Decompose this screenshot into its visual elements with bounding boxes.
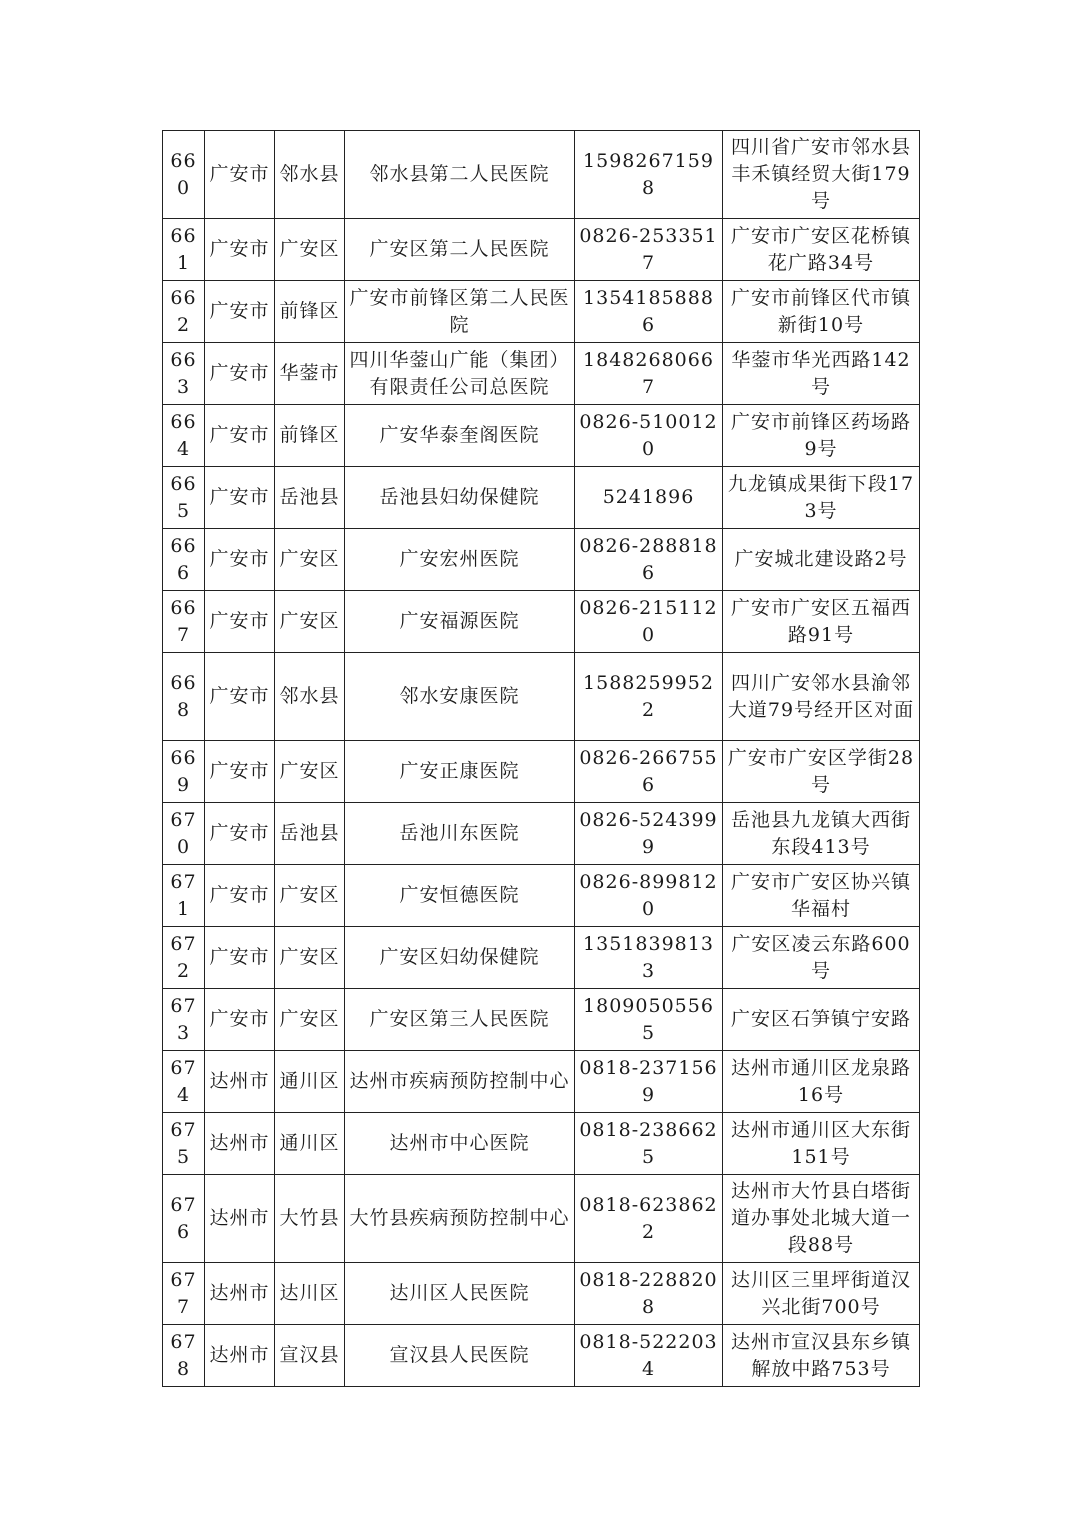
phone-cell: 0818-6238622 xyxy=(575,1175,723,1263)
hospital-name-cell: 广安宏州医院 xyxy=(345,529,575,591)
hospital-name-cell: 广安市前锋区第二人民医院 xyxy=(345,281,575,343)
address-cell: 达川区三里坪街道汉兴北街700号 xyxy=(723,1263,920,1325)
phone-cell: 0826-2888186 xyxy=(575,529,723,591)
hospital-name-cell: 大竹县疾病预防控制中心 xyxy=(345,1175,575,1263)
row-number: 660 xyxy=(163,131,205,219)
table-row xyxy=(163,865,920,927)
city-cell: 达州市 xyxy=(205,1051,275,1113)
city-cell: 广安市 xyxy=(205,343,275,405)
row-number: 671 xyxy=(163,865,205,927)
table-row xyxy=(163,131,920,219)
county-cell: 广安区 xyxy=(275,989,345,1051)
table-row xyxy=(163,989,920,1051)
row-number: 668 xyxy=(163,653,205,741)
city-cell: 广安市 xyxy=(205,591,275,653)
address-cell: 达州市宣汉县东乡镇解放中路753号 xyxy=(723,1325,920,1387)
city-cell: 广安市 xyxy=(205,865,275,927)
county-cell: 邻水县 xyxy=(275,653,345,741)
phone-cell: 0826-5243999 xyxy=(575,803,723,865)
address-cell: 广安市前锋区药场路9号 xyxy=(723,405,920,467)
row-number: 672 xyxy=(163,927,205,989)
row-number: 674 xyxy=(163,1051,205,1113)
table-row xyxy=(163,405,920,467)
city-cell: 达州市 xyxy=(205,1263,275,1325)
phone-cell: 18482680667 xyxy=(575,343,723,405)
row-number: 665 xyxy=(163,467,205,529)
address-cell: 广安区凌云东路600号 xyxy=(723,927,920,989)
row-number: 676 xyxy=(163,1175,205,1263)
row-number: 666 xyxy=(163,529,205,591)
county-cell: 前锋区 xyxy=(275,281,345,343)
table-row xyxy=(163,591,920,653)
address-cell: 达州市通川区大东街151号 xyxy=(723,1113,920,1175)
city-cell: 广安市 xyxy=(205,803,275,865)
city-cell: 广安市 xyxy=(205,653,275,741)
hospital-name-cell: 广安区第二人民医院 xyxy=(345,219,575,281)
city-cell: 广安市 xyxy=(205,281,275,343)
phone-cell: 13541858886 xyxy=(575,281,723,343)
city-cell: 广安市 xyxy=(205,927,275,989)
phone-cell: 0826-5100120 xyxy=(575,405,723,467)
row-number: 677 xyxy=(163,1263,205,1325)
address-cell: 广安区石笋镇宁安路 xyxy=(723,989,920,1051)
phone-cell: 15882599522 xyxy=(575,653,723,741)
city-cell: 广安市 xyxy=(205,405,275,467)
county-cell: 邻水县 xyxy=(275,131,345,219)
address-cell: 广安城北建设路2号 xyxy=(723,529,920,591)
county-cell: 岳池县 xyxy=(275,467,345,529)
hospital-name-cell: 广安华泰奎阁医院 xyxy=(345,405,575,467)
address-cell: 岳池县九龙镇大西街东段413号 xyxy=(723,803,920,865)
address-cell: 四川广安邻水县渝邻大道79号经开区对面 xyxy=(723,653,920,741)
address-cell: 广安市广安区学街28号 xyxy=(723,741,920,803)
address-cell: 广安市广安区协兴镇华福村 xyxy=(723,865,920,927)
row-number: 661 xyxy=(163,219,205,281)
row-number: 670 xyxy=(163,803,205,865)
table-row xyxy=(163,1113,920,1175)
table-row xyxy=(163,803,920,865)
county-cell: 达川区 xyxy=(275,1263,345,1325)
row-number: 662 xyxy=(163,281,205,343)
city-cell: 广安市 xyxy=(205,467,275,529)
county-cell: 广安区 xyxy=(275,865,345,927)
table-row xyxy=(163,1051,920,1113)
phone-cell: 13518398133 xyxy=(575,927,723,989)
phone-cell: 0826-2533517 xyxy=(575,219,723,281)
hospital-name-cell: 达州市疾病预防控制中心 xyxy=(345,1051,575,1113)
county-cell: 前锋区 xyxy=(275,405,345,467)
hospital-name-cell: 达川区人民医院 xyxy=(345,1263,575,1325)
city-cell: 广安市 xyxy=(205,219,275,281)
phone-cell: 0818-5222034 xyxy=(575,1325,723,1387)
phone-cell: 5241896 xyxy=(575,467,723,529)
table-row xyxy=(163,927,920,989)
county-cell: 广安区 xyxy=(275,591,345,653)
phone-cell: 15982671598 xyxy=(575,131,723,219)
table-row xyxy=(163,219,920,281)
hospital-name-cell: 宣汉县人民医院 xyxy=(345,1325,575,1387)
address-cell: 四川省广安市邻水县丰禾镇经贸大街179号 xyxy=(723,131,920,219)
hospital-name-cell: 岳池县妇幼保健院 xyxy=(345,467,575,529)
address-cell: 广安市广安区花桥镇花广路34号 xyxy=(723,219,920,281)
city-cell: 达州市 xyxy=(205,1325,275,1387)
county-cell: 岳池县 xyxy=(275,803,345,865)
city-cell: 达州市 xyxy=(205,1113,275,1175)
county-cell: 广安区 xyxy=(275,741,345,803)
city-cell: 达州市 xyxy=(205,1175,275,1263)
city-cell: 广安市 xyxy=(205,741,275,803)
hospital-name-cell: 广安区第三人民医院 xyxy=(345,989,575,1051)
hospital-name-cell: 广安恒德医院 xyxy=(345,865,575,927)
county-cell: 通川区 xyxy=(275,1051,345,1113)
hospital-name-cell: 邻水安康医院 xyxy=(345,653,575,741)
table-row xyxy=(163,343,920,405)
phone-cell: 18090505565 xyxy=(575,989,723,1051)
county-cell: 华蓥市 xyxy=(275,343,345,405)
hospital-table xyxy=(162,130,920,1387)
address-cell: 达州市通川区龙泉路16号 xyxy=(723,1051,920,1113)
table-row xyxy=(163,1325,920,1387)
county-cell: 广安区 xyxy=(275,529,345,591)
phone-cell: 0818-2371569 xyxy=(575,1051,723,1113)
row-number: 675 xyxy=(163,1113,205,1175)
phone-cell: 0826-2151120 xyxy=(575,591,723,653)
table-row xyxy=(163,1175,920,1263)
phone-cell: 0818-2386625 xyxy=(575,1113,723,1175)
hospital-name-cell: 广安福源医院 xyxy=(345,591,575,653)
hospital-name-cell: 达州市中心医院 xyxy=(345,1113,575,1175)
phone-cell: 0818-2288208 xyxy=(575,1263,723,1325)
hospital-name-cell: 广安区妇幼保健院 xyxy=(345,927,575,989)
phone-cell: 0826-8998120 xyxy=(575,865,723,927)
address-cell: 达州市大竹县白塔街道办事处北城大道一段88号 xyxy=(723,1175,920,1263)
row-number: 678 xyxy=(163,1325,205,1387)
address-cell: 广安市广安区五福西路91号 xyxy=(723,591,920,653)
county-cell: 大竹县 xyxy=(275,1175,345,1263)
address-cell: 九龙镇成果街下段173号 xyxy=(723,467,920,529)
hospital-name-cell: 四川华蓥山广能（集团）有限责任公司总医院 xyxy=(345,343,575,405)
city-cell: 广安市 xyxy=(205,529,275,591)
address-cell: 华蓥市华光西路142号 xyxy=(723,343,920,405)
county-cell: 通川区 xyxy=(275,1113,345,1175)
table-row xyxy=(163,281,920,343)
county-cell: 广安区 xyxy=(275,219,345,281)
county-cell: 广安区 xyxy=(275,927,345,989)
table-row xyxy=(163,1263,920,1325)
hospital-name-cell: 广安正康医院 xyxy=(345,741,575,803)
city-cell: 广安市 xyxy=(205,989,275,1051)
county-cell: 宣汉县 xyxy=(275,1325,345,1387)
table-row xyxy=(163,741,920,803)
table-row xyxy=(163,653,920,741)
table-row xyxy=(163,467,920,529)
row-number: 669 xyxy=(163,741,205,803)
row-number: 667 xyxy=(163,591,205,653)
phone-cell: 0826-2667556 xyxy=(575,741,723,803)
address-cell: 广安市前锋区代市镇新街10号 xyxy=(723,281,920,343)
hospital-name-cell: 邻水县第二人民医院 xyxy=(345,131,575,219)
table-body xyxy=(163,131,920,1387)
row-number: 673 xyxy=(163,989,205,1051)
city-cell: 广安市 xyxy=(205,131,275,219)
row-number: 664 xyxy=(163,405,205,467)
hospital-name-cell: 岳池川东医院 xyxy=(345,803,575,865)
table-row xyxy=(163,529,920,591)
row-number: 663 xyxy=(163,343,205,405)
